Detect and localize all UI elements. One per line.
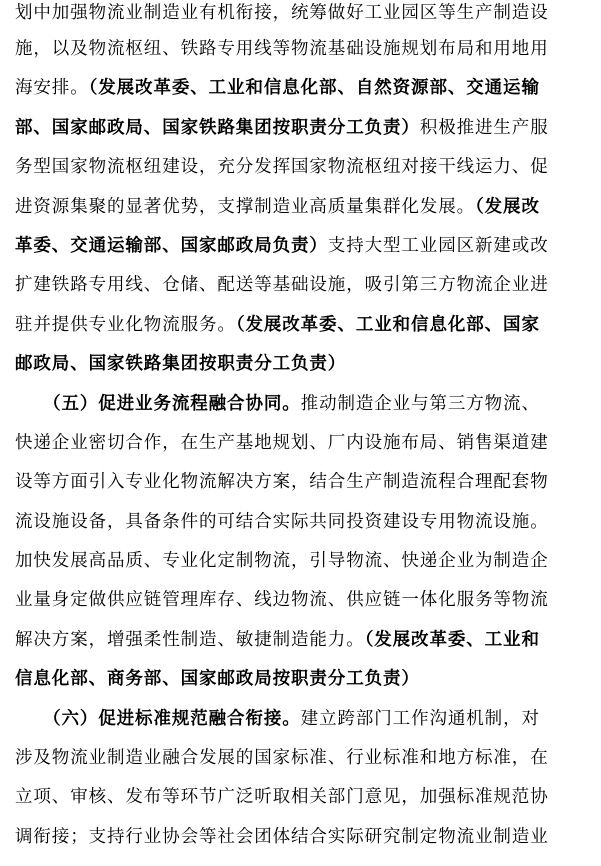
text-segment: 业量身定做供应链管理库存、线边物流、供应链一体化服务等物流 [15, 590, 549, 611]
text-segment [15, 394, 52, 414]
text-line [15, 739, 585, 778]
bold-text-segment: （五）促进业务流程融合协同。 [51, 393, 301, 414]
bold-text-segment: 信息化部、商务部、国家邮政局按职责分工负责） [15, 669, 420, 690]
text-line [15, 700, 585, 739]
text-line [15, 345, 585, 384]
body-text [15, 0, 585, 857]
text-segment: 涉及物流业制造业融合发展的国家标准、行业标准和地方标准，在 [15, 748, 549, 769]
text-line [15, 581, 585, 620]
text-line [15, 503, 585, 542]
text-line [15, 148, 585, 187]
text-segment: 调衔接；支持行业协会等社会团体结合实际研究制定物流业制造业 [15, 826, 549, 847]
text-line [15, 660, 585, 699]
bold-text-segment: （六）促进标准规范融合衔接。 [51, 708, 301, 729]
text-line [15, 542, 585, 581]
text-segment [15, 709, 52, 729]
text-line [15, 385, 585, 424]
text-segment: 建立跨部门工作沟通机制，对 [300, 708, 540, 729]
bold-text-segment: （发展改革委、工业和信息化部、国家 [235, 314, 540, 335]
text-segment: 解决方案，增强柔性制造、敏捷制造能力。 [15, 629, 365, 650]
text-segment: 设等方面引入专业化物流解决方案，结合生产制造流程合理配套物 [15, 472, 549, 493]
text-segment: 快递企业密切合作，在生产基地规划、厂内设施布局、销售渠道建 [15, 432, 549, 453]
text-line [15, 188, 585, 227]
text-segment: 划中加强物流业制造业有机衔接，统筹做好工业园区等生产制造设 [15, 3, 549, 23]
text-segment: 扩建铁路专用线、仓储、配送等基础设施，吸引第三方物流企业进 [15, 275, 549, 296]
text-segment: 加快发展高品质、专业化定制物流，引导物流、快递企业为制造企 [15, 551, 549, 572]
text-line [15, 227, 585, 266]
text-segment: 推动制造企业与第三方物流、 [300, 393, 540, 414]
text-segment: 海安排。 [15, 78, 89, 99]
bold-text-segment: 部、国家邮政局、国家铁路集团按职责分工负责） [15, 117, 420, 138]
text-segment: 进资源集聚的显著优势，支撑制造业高质量集群化发展。 [15, 196, 475, 217]
bold-text-segment: （发展改革委、工业和信息化部、自然资源部、交通运输 [88, 78, 540, 99]
text-segment: 立项、审核、发布等环节广泛听取相关部门意见，加强标准规范协 [15, 787, 549, 808]
text-line [15, 266, 585, 305]
text-line [15, 0, 585, 30]
text-line [15, 778, 585, 817]
text-line [15, 621, 585, 660]
text-line [15, 69, 585, 108]
bold-text-segment: 邮政局、国家铁路集团按职责分工负责） [15, 354, 347, 375]
text-segment: 驻并提供专业化物流服务。 [15, 314, 236, 335]
bold-text-segment: 革委、交通运输部、国家邮政局负责） [15, 235, 328, 256]
text-segment: 支持大型工业园区新建或改 [327, 235, 549, 256]
text-line [15, 463, 585, 502]
text-line [15, 818, 585, 857]
text-segment: 流设施设备，具备条件的可结合实际共同投资建设专用物流设施。 [15, 511, 549, 532]
text-line [15, 30, 585, 69]
text-line [15, 424, 585, 463]
text-segment: 积极推进生产服 [419, 117, 549, 138]
bold-text-segment: （发展改革委、工业和 [364, 629, 540, 650]
text-segment: 施，以及物流枢纽、铁路专用线等物流基础设施规划布局和用地用 [15, 39, 549, 59]
text-line [15, 109, 585, 148]
text-line [15, 306, 585, 345]
text-segment: 务型国家物流枢纽建设，充分发挥国家物流枢纽对接干线运力、促 [15, 157, 549, 178]
bold-text-segment: （发展改 [475, 196, 540, 217]
